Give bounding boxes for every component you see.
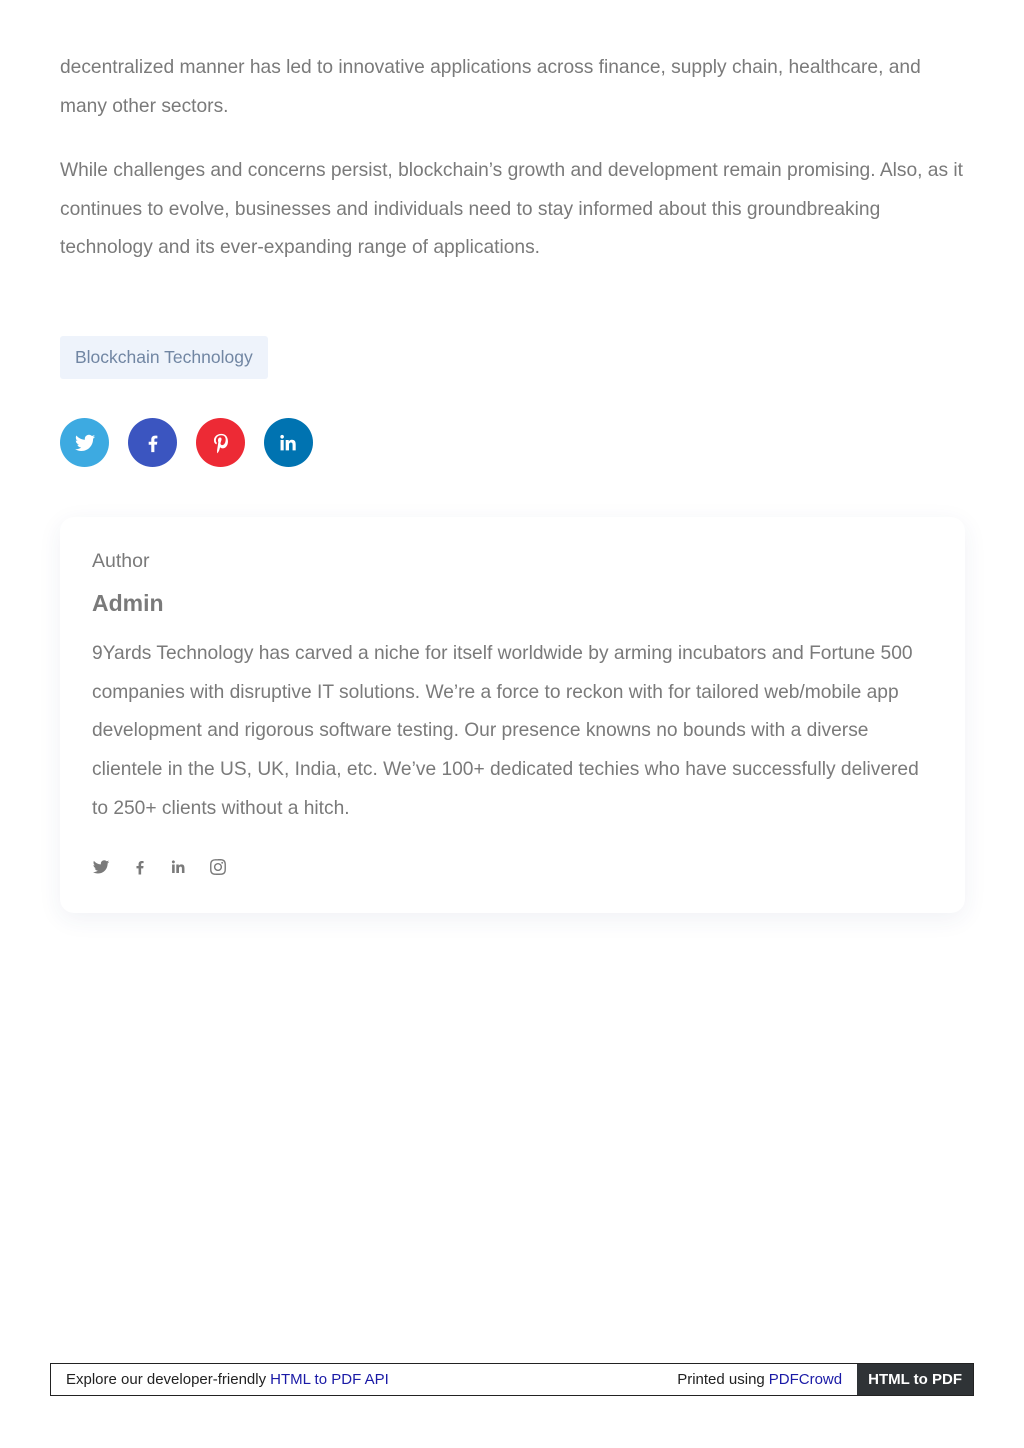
footer-explore [51, 1364, 677, 1395]
footer-printed-text: Printed using [677, 1371, 765, 1388]
footer-explore-text: Explore our developer-friendly [66, 1371, 267, 1388]
pinterest-share-button[interactable] [196, 418, 245, 467]
author-name[interactable]: Admin [92, 590, 164, 616]
footer-printed [677, 1364, 857, 1395]
linkedin-share-button[interactable] [264, 418, 313, 467]
pinterest-icon [210, 432, 232, 454]
pdfcrowd-footer [50, 1363, 974, 1396]
author-social-links [91, 856, 228, 878]
facebook-share-button[interactable] [128, 418, 177, 467]
html-to-pdf-button[interactable]: HTML to PDF [857, 1364, 973, 1395]
article-paragraph: While challenges and concerns persist, blockchain’s growth and development remain promising. Also, as it continues to evolve, businesses and individuals need to stay informed about this groundbreaking technology and its ever-expanding range of applications. [60, 160, 963, 259]
author-twitter-link[interactable] [91, 856, 111, 878]
article-paragraph: decentralized manner has led to innovative applications across finance, supply chain, healthcare, and many other sectors. [60, 57, 921, 117]
linkedin-icon [170, 858, 188, 876]
instagram-icon [209, 858, 227, 876]
twitter-icon [74, 432, 96, 454]
author-label: Author [92, 550, 150, 572]
author-linkedin-link[interactable] [169, 856, 189, 878]
pdfcrowd-link[interactable]: PDFCrowd [768, 1371, 843, 1388]
twitter-share-button[interactable] [60, 418, 109, 467]
facebook-icon [131, 858, 149, 876]
twitter-icon [92, 858, 110, 876]
author-bio: 9Yards Technology has carved a niche for itself worldwide by arming incubators and Fortune 500 companies with disruptive IT solutions. We’re a force to reckon with for tailored web/mobile app development and rigorous software testing. Our presence knowns no bounds with a diverse clientele in the US, UK, India, etc. We’ve 100+ dedicated techies who have successfully delivered to 250+ clients without a hitch. [92, 643, 919, 819]
linkedin-icon [278, 432, 300, 454]
tag-blockchain-technology[interactable]: Blockchain Technology [60, 336, 268, 379]
author-facebook-link[interactable] [130, 856, 150, 878]
author-instagram-link[interactable] [208, 856, 228, 878]
share-buttons [60, 418, 313, 467]
facebook-icon [142, 432, 164, 454]
html-to-pdf-api-link[interactable]: HTML to PDF API [270, 1371, 389, 1388]
